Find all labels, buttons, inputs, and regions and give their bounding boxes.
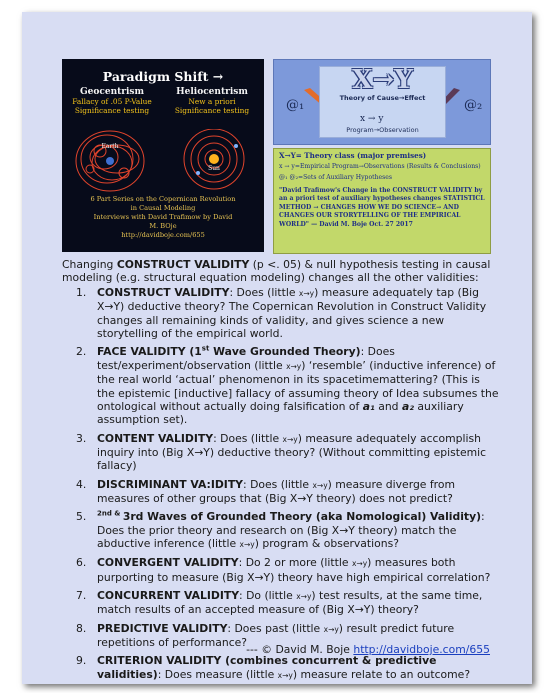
- sun-icon: [209, 154, 219, 164]
- item-text: : Do 2 or more (little: [238, 556, 352, 570]
- footer-link[interactable]: http://davidboje.com/655: [353, 643, 490, 656]
- paradigm-shift-title: Paradigm Shift →: [102, 69, 224, 84]
- cause-effect-image: [273, 59, 491, 145]
- item-title: CRITERION VALIDITY (combines concurrent & predictive validities): [97, 654, 437, 681]
- item-title: DISCRIMINANT VA:IDITY: [97, 477, 244, 491]
- list-item: [62, 510, 500, 551]
- item-title: [97, 345, 361, 358]
- heliocentrism-sub2: Significance testing: [174, 106, 250, 115]
- item-text: : Does test/experiment/observation (little: [97, 345, 395, 372]
- theory-box: [319, 66, 446, 138]
- list-number: 1.: [76, 286, 87, 299]
- aux-a1: a₁: [362, 400, 375, 414]
- item-text: ) program & observations?: [254, 537, 399, 551]
- earth-icon: [106, 157, 114, 165]
- item-text: : Does (little: [229, 286, 299, 299]
- list-number: 9.: [76, 654, 87, 668]
- item-text: ) measure adequately accomplish inquiry into (Big X→Y) deductive theory? (Without committing epistemic fallacy): [97, 431, 487, 473]
- item-text: ) measures both purporting to measure (Big X→Y) theory have high empirical correlation?: [97, 556, 491, 584]
- heliocentrism-column: [162, 87, 262, 115]
- item-text: : Does past (little: [227, 621, 324, 635]
- small-xy: x→y: [312, 480, 328, 490]
- item-text: auxiliary assumption set).: [97, 400, 464, 427]
- item-title-part: FACE VALIDITY (1: [97, 345, 202, 359]
- caption-line-3: Interviews with David Trafimow by David: [93, 213, 233, 221]
- item-text: ) ‘resemble’ (inductive inference) of the real world ‘actual’ phenomenon in its spacetimemattering? (This is the epistemic [inductive] fallacy of assuming theory of Idea subsumes the ontological without actually doing falsification of: [97, 358, 499, 414]
- geocentrism-heading: Geocentrism: [79, 87, 145, 97]
- aux-a2: a₂: [401, 400, 414, 414]
- small-xy: x→y: [296, 591, 312, 601]
- small-xy: x→y: [239, 540, 255, 550]
- item-title: CONVERGENT VALIDITY: [97, 556, 239, 570]
- caption-line-5: http://davidboje.com/655: [121, 231, 205, 239]
- card-line-3: @₁ @₂=Sets of Auxiliary Hypotheses: [279, 174, 392, 181]
- item-text: : Does measure (little: [157, 667, 278, 681]
- item-title-part: Wave Grounded Theory): [209, 345, 361, 359]
- item-text: : Does (little: [213, 431, 283, 445]
- heliocentrism-heading: Heliocentrism: [176, 87, 248, 97]
- small-xy: x→y: [277, 670, 293, 680]
- copyright-footer: [150, 643, 490, 656]
- list-item: [62, 432, 500, 473]
- item-title: PREDICTIVE VALIDITY: [97, 621, 228, 635]
- auxiliary-hypotheses-card: [273, 148, 491, 254]
- item-text: : Does the prior theory and research on (Big X→Y theory) match the abductive inference (little: [97, 510, 485, 551]
- small-xy: x→y: [323, 624, 339, 634]
- list-item: [62, 286, 500, 341]
- card-line-1: X→Y= Theory class (major premises): [279, 151, 427, 160]
- card-quote: "David Trafimow's Change in the CONSTRUCT VALIDITY by an a priori test of auxiliary hypotheses changes STATISTICL METHOD → CHANGES HOW WE DO SCIENCE→ AND CHANGES OUR STORYTELLING OF THE EMPIRICAL WORLD" — David M. Boje Oct. 27 2017: [279, 187, 485, 228]
- intro-bold: CONSTRUCT VALIDITY: [116, 258, 250, 271]
- card-line-2: x → y=Empirical Program→Observations (Results & Conclusions): [279, 163, 481, 170]
- small-xy: x→y: [282, 434, 298, 444]
- paradigm-shift-image: [62, 59, 264, 252]
- item-text: : Does (little: [243, 477, 313, 491]
- superscript: st: [201, 344, 210, 353]
- item-title: [97, 510, 481, 523]
- earth-label: Earth: [101, 143, 119, 150]
- list-item: [62, 556, 500, 584]
- item-title: CONTENT VALIDITY: [97, 431, 214, 445]
- aux-a2-label: @₂: [464, 98, 483, 113]
- copyright-text: --- © David M. Boje: [246, 643, 354, 656]
- item-text: ) measure adequately tap (Big X→Y) deductive theory? The Copernican Revolution in Construct Validity changes all remaining kinds of validity, and gives science a new storytelling of the empirical world.: [97, 286, 487, 341]
- validity-list: [62, 286, 500, 687]
- item-text: ) measure diverge from measures of other groups that (Big X→Y theory) does not predict?: [97, 477, 455, 506]
- intro-after: (p <. 05) & null hypothesis testing in causal modeling (e.g. structural equation modeling) changes all the other validities:: [62, 258, 491, 285]
- big-xy-label: X→Y: [352, 65, 413, 95]
- list-item: [62, 345, 500, 426]
- caption-line-2: in Causal Modeling: [130, 204, 196, 212]
- item-text: ) result predict future repetitions of performance?: [97, 621, 455, 649]
- item-text: ) measure relate to an outcome?: [292, 667, 471, 681]
- program-observation-label: Program→Observation: [346, 126, 419, 134]
- geocentrism-sub1: Fallacy of .05 P-Value: [72, 97, 152, 106]
- list-item: [62, 589, 500, 617]
- list-number: 2.: [76, 345, 87, 359]
- geocentrism-column: [62, 87, 162, 115]
- heliocentrism-sub1: New a priori: [188, 97, 236, 106]
- list-item: [62, 478, 500, 506]
- item-title: CONCURRENT VALIDITY: [97, 588, 240, 602]
- list-number: 4.: [76, 477, 87, 491]
- orbit-diagrams: [62, 129, 264, 195]
- list-number: 8.: [76, 621, 87, 635]
- item-text: ) test results, at the same time, match results of an accepted measure of (Big X→Y) theory?: [97, 588, 483, 617]
- list-item: [62, 654, 500, 682]
- list-number: 3.: [76, 431, 87, 445]
- theory-label: Theory of Cause→Effect: [339, 94, 426, 102]
- aux-a1-label: @₁: [286, 98, 305, 113]
- small-xy: x→y: [286, 361, 302, 371]
- caption-line-1: 6 Part Series on the Copernican Revolution: [90, 195, 236, 203]
- item-text: and: [374, 400, 402, 414]
- item-title-part: 3rd Waves of Grounded Theory (aka Nomological) Validity): [122, 510, 482, 524]
- paradigm-shift-caption: [64, 195, 262, 240]
- small-xy: x→y: [351, 559, 368, 569]
- geocentrism-sub2: Significance testing: [74, 106, 150, 115]
- small-xy-label: x → y: [360, 114, 384, 124]
- list-number: 5.: [76, 510, 87, 524]
- small-xy: x→y: [298, 289, 315, 298]
- list-number: 7.: [76, 588, 87, 602]
- sun-label: Sun: [208, 165, 220, 172]
- item-text: : Do (little: [239, 588, 297, 602]
- intro-paragraph: [62, 258, 502, 285]
- list-number: 6.: [76, 556, 87, 570]
- intro-before: Changing: [62, 258, 117, 271]
- superscript: 2nd &: [97, 509, 123, 518]
- caption-line-4: M. BOje: [149, 222, 177, 230]
- item-title: CONSTRUCT VALIDITY: [97, 286, 230, 299]
